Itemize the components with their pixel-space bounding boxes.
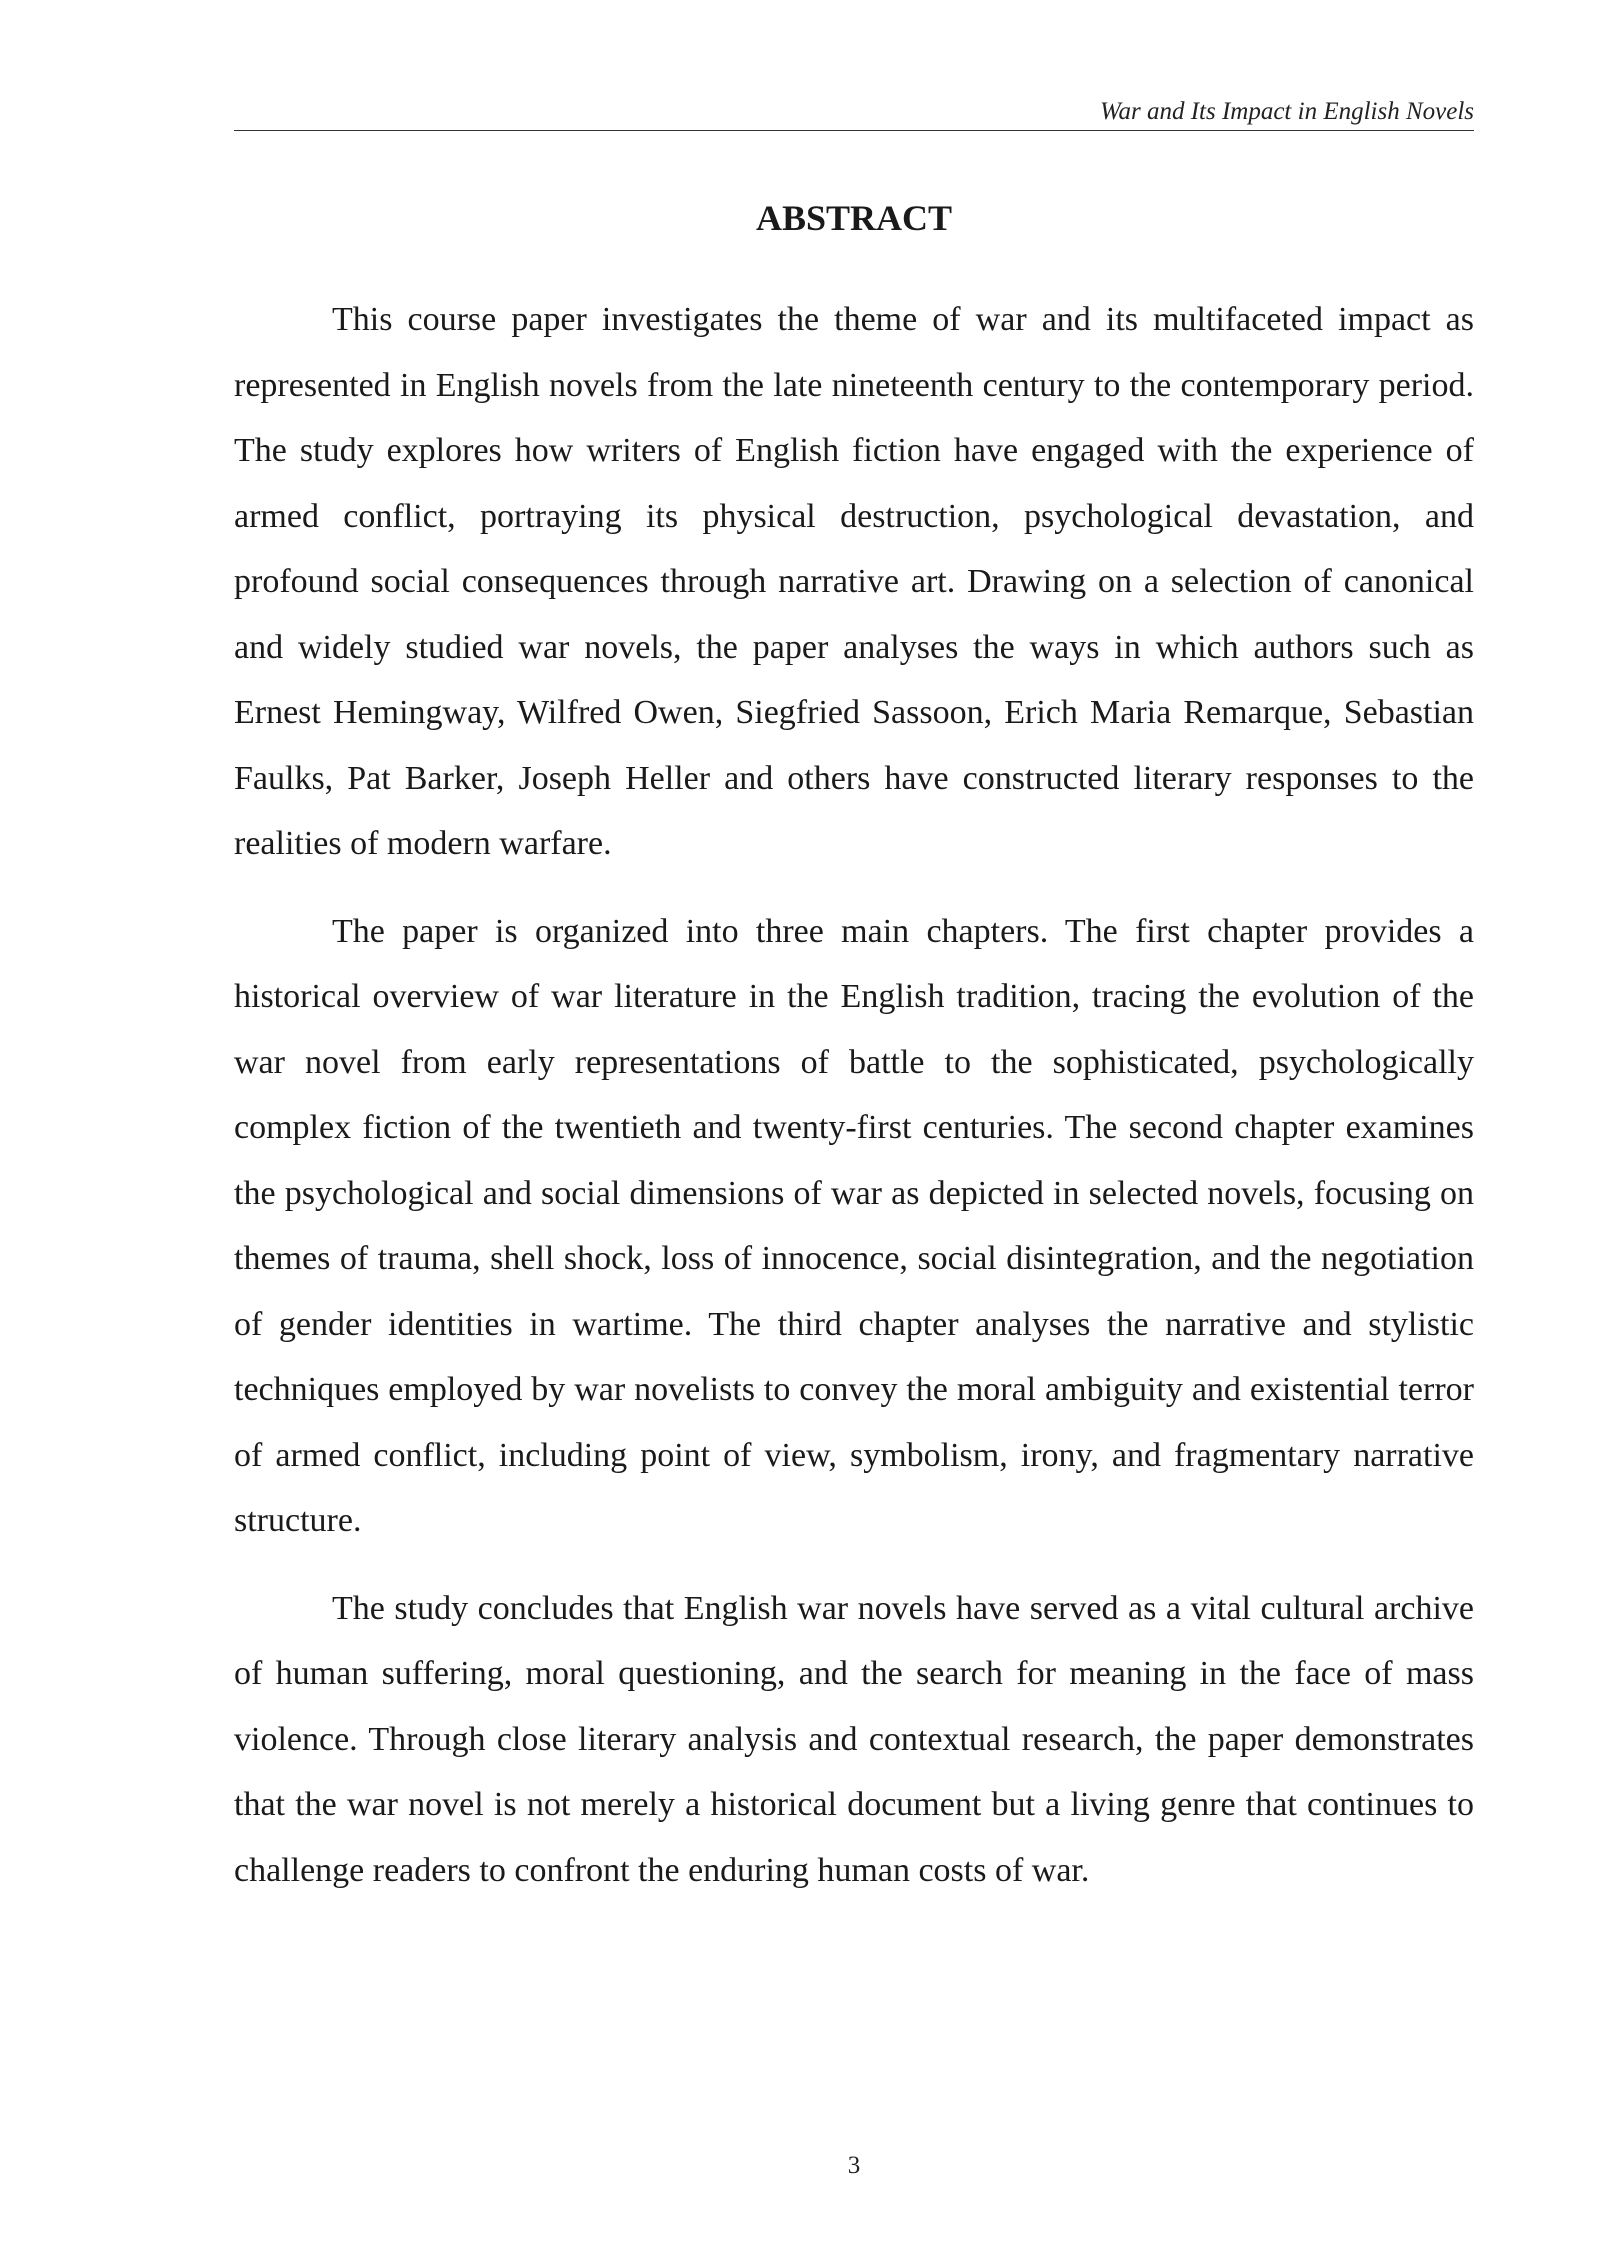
page-number: 3 [847, 2152, 861, 2179]
abstract-paragraph-3: The study concludes that English war novels have served as a vital cultural archive of human suffering, moral questioning, and the search for meaning in the face of mass violence. Through close literary analysis and contextual research, the paper demonstrates that the war novel is not merely a historical document but a living genre that continues to challenge readers to confront the enduring human costs of war. [234, 1589, 1474, 1889]
abstract-paragraph-2: The paper is organized into three main chapters. The first chapter provides a historical overview of war literature in the English tradition, tracing the evolution of the war novel from early representations of battle to the sophisticated, psychologically complex fiction of the twentieth and twenty-first centuries. The second chapter examines the psychological and social dimensions of war as depicted in selected novels, focusing on themes of trauma, shell shock, loss of innocence, social disintegration, and the negotiation of gender identities in wartime. The third chapter analyses the narrative and stylistic techniques employed by war novelists to convey the moral ambiguity and existential terror of armed conflict, including point of view, symbolism, irony, and fragmentary narrative structure. [234, 912, 1474, 1539]
abstract-body [234, 287, 1474, 1925]
section-title: ABSTRACT [755, 198, 953, 238]
running-header: War and Its Impact in English Novels [1099, 98, 1474, 125]
abstract-paragraph-1: This course paper investigates the theme of war and its multifaceted impact as represented in English novels from the late nineteenth century to the contemporary period. The study explores how writers of English fiction have engaged with the experience of armed conflict, portraying its physical destruction, psychological devastation, and profound social consequences through narrative art. Drawing on a selection of canonical and widely studied war novels, the paper analyses the ways in which authors such as Ernest Hemingway, Wilfred Owen, Siegfried Sassoon, Erich Maria Remarque, Sebastian Faulks, Pat Barker, Joseph Heller and others have constructed literary responses to the realities of modern warfare. [234, 301, 1474, 862]
header-divider [234, 130, 1474, 131]
